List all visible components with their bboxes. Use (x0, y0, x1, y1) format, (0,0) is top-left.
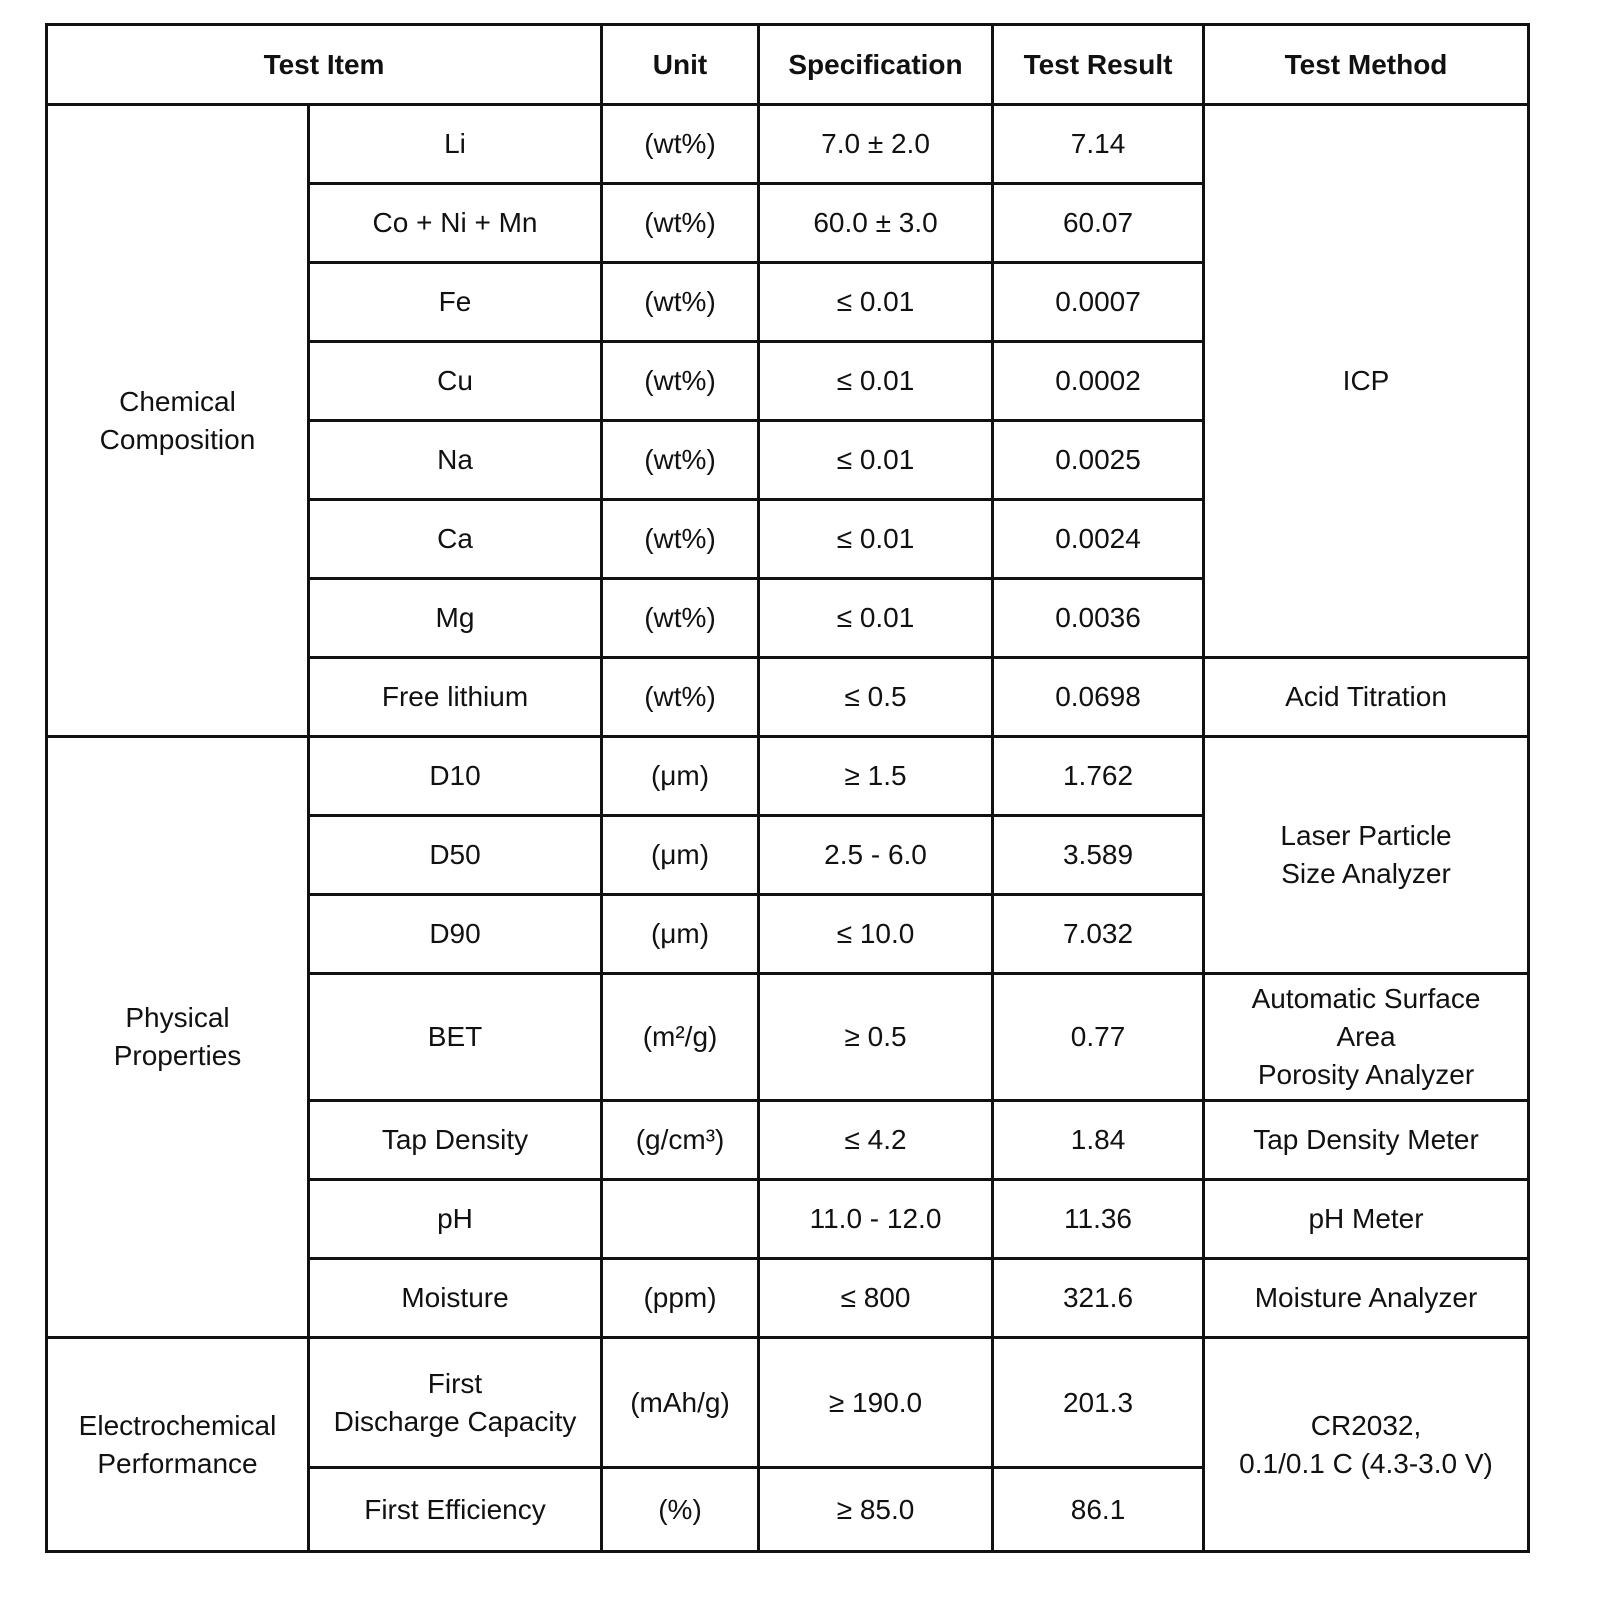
specification-cell: ≤ 0.01 (759, 263, 993, 342)
test-item-cell: BET (309, 974, 602, 1101)
test-item-cell: D50 (309, 816, 602, 895)
test-result-cell: 11.36 (993, 1180, 1204, 1259)
unit-cell: (wt%) (602, 263, 759, 342)
method-tap-density-meter: Tap Density Meter (1204, 1101, 1529, 1180)
method-icp: ICP (1204, 105, 1529, 658)
test-item-cell: Mg (309, 579, 602, 658)
test-result-cell: 7.14 (993, 105, 1204, 184)
header-specification: Specification (759, 25, 993, 105)
unit-cell: (wt%) (602, 579, 759, 658)
specification-cell: ≤ 0.01 (759, 579, 993, 658)
test-item-cell: Ca (309, 500, 602, 579)
header-unit: Unit (602, 25, 759, 105)
test-result-cell: 0.0007 (993, 263, 1204, 342)
unit-cell: (%) (602, 1468, 759, 1552)
table-row (47, 737, 1529, 816)
category-physical-properties: Physical Properties (47, 737, 309, 1338)
test-result-cell: 7.032 (993, 895, 1204, 974)
table-row (47, 105, 1529, 184)
unit-cell: (wt%) (602, 342, 759, 421)
specification-cell: ≤ 10.0 (759, 895, 993, 974)
test-result-cell: 0.0025 (993, 421, 1204, 500)
test-item-cell: Co + Ni + Mn (309, 184, 602, 263)
test-item-cell: First Discharge Capacity (309, 1338, 602, 1468)
test-result-cell: 0.77 (993, 974, 1204, 1101)
unit-cell: (μm) (602, 895, 759, 974)
test-result-cell: 0.0024 (993, 500, 1204, 579)
test-item-cell: Tap Density (309, 1101, 602, 1180)
test-item-cell: pH (309, 1180, 602, 1259)
test-result-cell: 0.0036 (993, 579, 1204, 658)
test-result-cell: 1.84 (993, 1101, 1204, 1180)
unit-cell: (wt%) (602, 421, 759, 500)
specification-cell: 2.5 - 6.0 (759, 816, 993, 895)
unit-cell (602, 1180, 759, 1259)
test-item-cell: Moisture (309, 1259, 602, 1338)
header-test-result: Test Result (993, 25, 1204, 105)
method-laser-particle-size-analyzer: Laser Particle Size Analyzer (1204, 737, 1529, 974)
test-result-cell: 321.6 (993, 1259, 1204, 1338)
unit-cell: (wt%) (602, 500, 759, 579)
unit-cell: (wt%) (602, 184, 759, 263)
method-moisture-analyzer: Moisture Analyzer (1204, 1259, 1529, 1338)
test-result-cell: 0.0002 (993, 342, 1204, 421)
test-item-cell: D10 (309, 737, 602, 816)
test-item-cell: Fe (309, 263, 602, 342)
header-test-item: Test Item (47, 25, 602, 105)
test-item-cell: Free lithium (309, 658, 602, 737)
test-item-cell: Li (309, 105, 602, 184)
method-cr2032: CR2032, 0.1/0.1 C (4.3-3.0 V) (1204, 1338, 1529, 1552)
test-item-cell: First Efficiency (309, 1468, 602, 1552)
category-chemical-composition: Chemical Composition (47, 105, 309, 737)
header-row (47, 25, 1529, 105)
specification-cell: 60.0 ± 3.0 (759, 184, 993, 263)
test-result-cell: 60.07 (993, 184, 1204, 263)
specification-cell: 7.0 ± 2.0 (759, 105, 993, 184)
specification-cell: ≥ 0.5 (759, 974, 993, 1101)
specification-cell: ≥ 85.0 (759, 1468, 993, 1552)
unit-cell: (mAh/g) (602, 1338, 759, 1468)
unit-cell: (wt%) (602, 105, 759, 184)
test-report-table (45, 23, 1530, 1553)
unit-cell: (ppm) (602, 1259, 759, 1338)
header-test-method: Test Method (1204, 25, 1529, 105)
specification-cell: 11.0 - 12.0 (759, 1180, 993, 1259)
specification-cell: ≤ 0.5 (759, 658, 993, 737)
method-acid-titration: Acid Titration (1204, 658, 1529, 737)
test-result-cell: 1.762 (993, 737, 1204, 816)
specification-cell: ≥ 190.0 (759, 1338, 993, 1468)
method-surface-area-analyzer: Automatic Surface Area Porosity Analyzer (1204, 974, 1529, 1101)
table-row (47, 1338, 1529, 1468)
method-ph-meter: pH Meter (1204, 1180, 1529, 1259)
test-result-cell: 3.589 (993, 816, 1204, 895)
test-item-cell: D90 (309, 895, 602, 974)
specification-cell: ≤ 800 (759, 1259, 993, 1338)
test-item-cell: Cu (309, 342, 602, 421)
specification-cell: ≤ 0.01 (759, 421, 993, 500)
unit-cell: (m²/g) (602, 974, 759, 1101)
unit-cell: (μm) (602, 816, 759, 895)
category-electrochemical-performance: Electrochemical Performance (47, 1338, 309, 1552)
unit-cell: (μm) (602, 737, 759, 816)
test-result-cell: 201.3 (993, 1338, 1204, 1468)
specification-cell: ≤ 0.01 (759, 500, 993, 579)
test-item-cell: Na (309, 421, 602, 500)
test-result-cell: 86.1 (993, 1468, 1204, 1552)
test-result-cell: 0.0698 (993, 658, 1204, 737)
specification-cell: ≤ 0.01 (759, 342, 993, 421)
specification-cell: ≤ 4.2 (759, 1101, 993, 1180)
unit-cell: (g/cm³) (602, 1101, 759, 1180)
specification-cell: ≥ 1.5 (759, 737, 993, 816)
unit-cell: (wt%) (602, 658, 759, 737)
